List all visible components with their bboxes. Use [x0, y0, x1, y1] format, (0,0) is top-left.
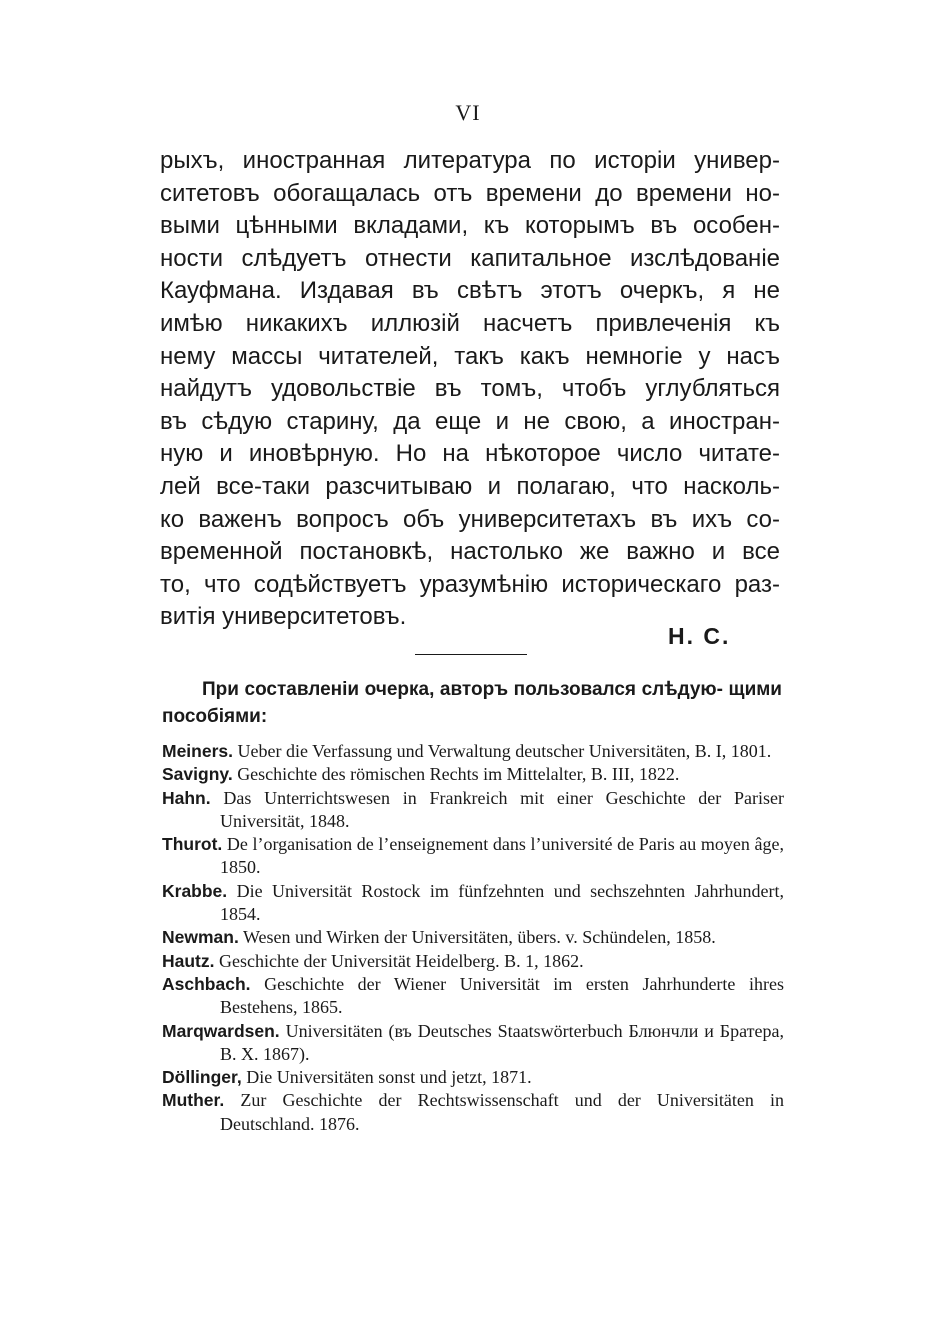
bibliography-title: Zur Geschichte der Rechtswissenschaft und der Universitäten in Deutschland. 1876. [220, 1090, 784, 1134]
bibliography-entry [162, 833, 784, 880]
bibliography-title: Geschichte der Wiener Universität im ersten Jahrhunderte ihres Bestehens, 1865. [220, 973, 784, 1018]
bibliography-entry [162, 1089, 784, 1136]
preface-line: ко важенъ вопросъ объ университетахъ въ ихъ со- [160, 505, 780, 533]
author-signature: Н. С. [668, 623, 731, 649]
preface-line: нему массы читателей, такъ какъ немногіе у насъ [160, 342, 780, 370]
bibliography-author: Thurot. [162, 834, 223, 855]
bibliography-title: Universitäten (въ Deutsches Staatswörterbuch Блюнчли и Братера, B. X. 1867). [220, 1020, 784, 1064]
bibliography-author: Aschbach. [162, 973, 251, 994]
preface-line: выми цѣнными вкладами, къ которымъ въ особен- [160, 212, 780, 240]
page-number: VI [455, 100, 481, 125]
bibliography-author: Savigny. [162, 764, 233, 785]
bibliography-author: Marqwardsen. [162, 1020, 280, 1041]
bibliography-title: Wesen und Wirken der Universitäten, übers. v. Schündelen, 1858. [238, 927, 716, 948]
preface-line: временной постановкѣ, настолько же важно и все [160, 538, 780, 566]
preface-line: лей все-таки разсчитываю и полагаю, что насколь- [160, 472, 780, 500]
bibliography-author: Newman. [162, 927, 239, 948]
bibliography-entry [162, 880, 784, 927]
bibliography-title: De l’organisation de l’enseignement dans l’université de Paris au moyen âge, 1850. [220, 834, 784, 878]
preface-line: то, что содѣйствуетъ уразумѣнію историческаго раз- [160, 570, 780, 598]
bibliography-entry [162, 787, 784, 834]
preface-line: витія университетовъ. [160, 603, 407, 631]
preface-line: имѣю никакихъ иллюзій насчетъ привлеченія къ [160, 309, 780, 337]
bibliography-title: Das Unterrichtswesen in Frankreich mit einer Geschichte der Pariser Universität, 1848. [210, 787, 784, 831]
bibliography-author: Krabbe. [162, 880, 228, 901]
bibliography-entry [162, 763, 784, 786]
section-separator-rule [415, 654, 527, 655]
bibliography-author: Hautz. [162, 950, 215, 971]
preface-line: Кауфмана. Издавая въ свѣтъ этотъ очеркъ, я не [160, 277, 780, 305]
preface-line: рыхъ, иностранная литература по исторіи универ- [160, 147, 780, 174]
bibliography-author: Muther. [162, 1090, 225, 1111]
bibliography-entry [162, 973, 784, 1020]
preface-line: ности слѣдуетъ отнести капитальное изслѣдованіе [160, 244, 780, 272]
bibliography-author: Meiners. [162, 741, 233, 761]
bibliography-title: Die Universität Rostock im fünfzehnten und sechszehnten Jahrhundert, 1854. [220, 880, 784, 925]
bibliography-title: Geschichte des römischen Rechts im Mittelalter, B. III, 1822. [232, 764, 680, 785]
preface-line: въ сѣдую старину, да еще и не свою, а иностран- [160, 407, 780, 435]
bibliography-entry [162, 1020, 784, 1067]
bibliography-title: Ueber die Verfassung und Verwaltung deutscher Universitäten, B. I, 1801. [233, 741, 772, 761]
bibliography-author: Hahn. [162, 787, 211, 808]
bibliography-author: Döllinger, [162, 1067, 242, 1088]
bibliography-entry [162, 740, 784, 763]
preface-line: ную и иновѣрную. Но на нѣкоторое число читате- [160, 440, 780, 468]
preface-line: найдутъ удовольствіе въ томъ, чтобъ углубляться [160, 375, 780, 403]
bibliography-list [162, 740, 784, 1136]
bibliography-title: Geschichte der Universität Heidelberg. B. 1, 1862. [214, 950, 584, 971]
bibliography-title: Die Universitäten sonst und jetzt, 1871. [241, 1067, 532, 1088]
sources-intro: При составленіи очерка, авторъ пользовался слѣдую- щими пособіями: [162, 679, 782, 727]
bibliography-entry [162, 926, 784, 949]
preface-line: ситетовъ обогащалась отъ времени до времени но- [160, 179, 780, 207]
preface-paragraph [160, 145, 780, 634]
bibliography-entry [162, 950, 784, 973]
bibliography-entry [162, 1066, 784, 1089]
